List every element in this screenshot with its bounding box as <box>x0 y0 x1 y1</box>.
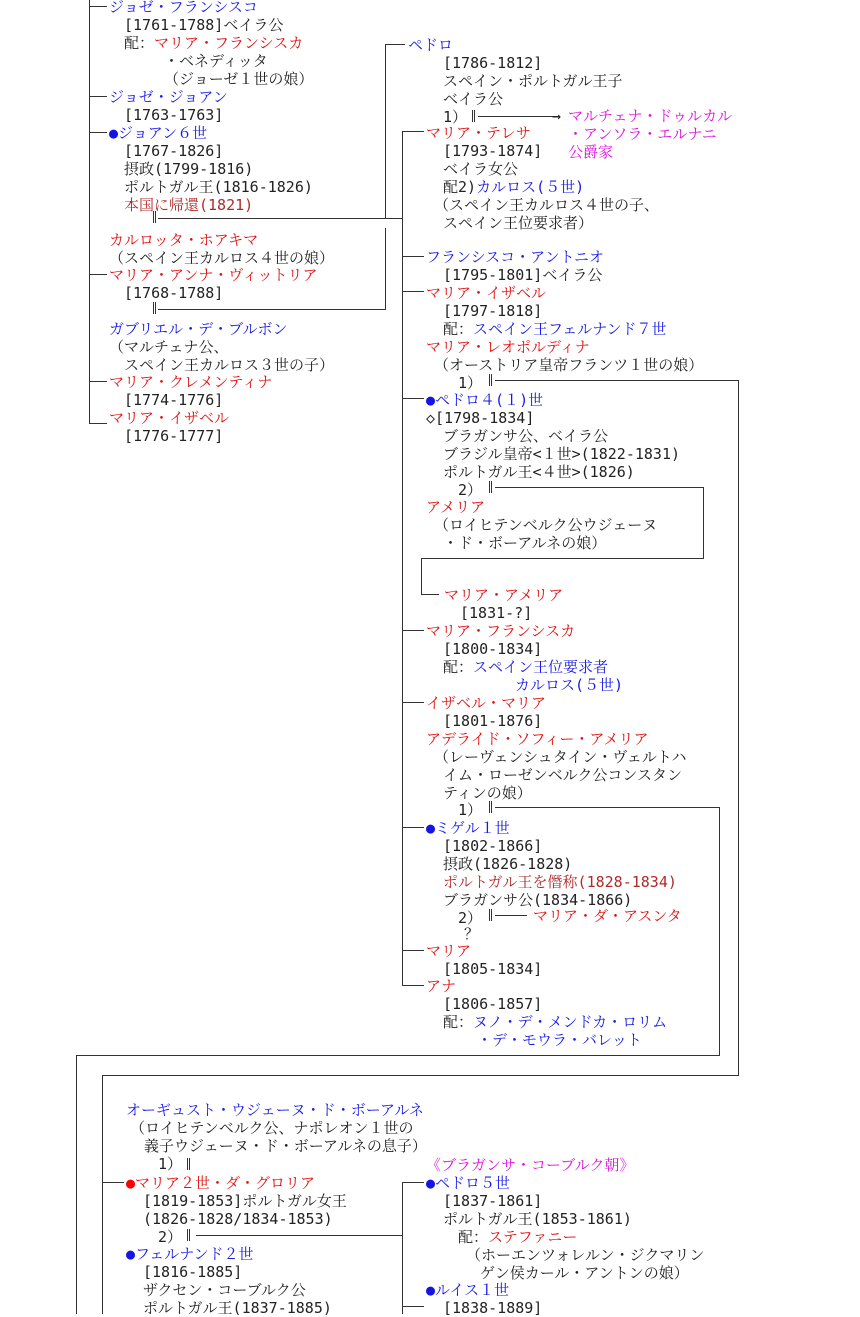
person-maria-isabel-left: マリア・イザベル <box>109 409 230 427</box>
person-leopoldina: マリア・レオポルディナ <box>426 338 590 356</box>
dates-jose-joao: [1763-1763] <box>124 106 224 124</box>
person-miguel1: ●ミゲル１世 <box>426 819 510 837</box>
branch-pedro4 <box>402 398 424 399</box>
role-miguel1-3: ブラガンサ公(1834-1866) <box>443 891 633 909</box>
branch-luis1 <box>402 1306 424 1307</box>
joao6-marriage-line <box>158 218 403 219</box>
leopoldina-marriage-mark <box>489 374 492 386</box>
dates-joao6: [1767-1826] <box>124 142 224 160</box>
person-gabriel: ガブリエル・デ・ブルボン <box>109 320 288 338</box>
note-carlota: （スペイン王カルロス４世の娘） <box>109 249 335 267</box>
amelia-box-right <box>703 487 704 558</box>
marriage-auguste: 1） <box>158 1155 183 1173</box>
reign-maria2: (1826-1828/1834-1853) <box>143 1210 333 1228</box>
dates-luis1: [1838-1889] <box>443 1299 543 1317</box>
maria2-children-trunk <box>402 1182 403 1314</box>
dates-ana: [1806-1857] <box>443 995 543 1013</box>
person-isabel-maria: イザベル・マリア <box>426 694 547 712</box>
dates-maria-amelia: [1831-?] <box>460 604 533 622</box>
spouse-row-maria-teresa: 配2)カルロス(５世) <box>443 178 585 196</box>
spouse-row-jose-francisco <box>124 34 303 52</box>
spouse-row-ana: 配：ヌノ・デ・メンドカ・ロリム <box>443 1013 668 1031</box>
spouse-name: マリア・フランシスカ <box>154 34 304 52</box>
person-pedro5: ●ペドロ５世 <box>426 1174 511 1192</box>
person-jose-francisco: ジョゼ・フランシスコ <box>109 0 258 16</box>
spouse-ana-2: ・デ・モウラ・バレット <box>477 1031 642 1049</box>
role-pedro4-3: ポルトガル王<４世>(1826) <box>443 463 635 481</box>
unknown-spouse: ？ <box>464 925 480 943</box>
maria-anna-child-line <box>385 228 386 309</box>
note-amelia-2: ・ド・ボーアルネの娘） <box>443 534 607 552</box>
marriage-pedro: 1） <box>443 108 468 126</box>
person-maria-teresa: マリア・テレサ <box>426 124 531 142</box>
left-trunk-line <box>89 0 90 423</box>
diamond-icon: ◇ <box>426 409 436 427</box>
maria2-marriage-line <box>196 1235 402 1236</box>
branch-jose-francisco <box>89 6 107 7</box>
adelaide-marriage-line <box>495 807 719 808</box>
note-auguste-1: （ロイヒテンベルク公、ナポレオン１世の <box>130 1119 414 1137</box>
pedro-descendants-2: ・アンソラ・エルナニ <box>568 125 717 143</box>
person-fernando2: ●フェルナンド２世 <box>126 1245 254 1263</box>
dates-pedro4: ◇[1798-1834] <box>426 409 535 427</box>
branch-miguel1 <box>402 827 424 828</box>
note-adelaide-2: イム・ローゼンベルク公コンスタン <box>443 766 682 784</box>
dates-isabel-maria: [1801-1876] <box>443 712 543 730</box>
person-maria-clementina: マリア・クレメンティナ <box>109 373 273 391</box>
adelaide-child-line <box>719 807 720 1055</box>
maria2-marriage-mark <box>187 1229 190 1241</box>
adelaide-descent <box>76 1055 77 1314</box>
note-auguste-2: 義子ウジェーヌ・ド・ボーアルネの息子） <box>144 1137 427 1155</box>
role-joao6-regent: 摂政(1799-1816) <box>124 160 254 178</box>
miguel-marriage-mark <box>489 909 492 921</box>
spouse-maria-francisca-2: カルロス(５世) <box>515 676 624 694</box>
marriage-maria2: 2） <box>158 1228 183 1246</box>
note-pedro5-2: ゲン侯カール・アントンの娘） <box>480 1264 689 1282</box>
branch-isabel-maria <box>402 702 424 703</box>
pedro-child-arrow <box>478 116 560 117</box>
person-maria-amelia: マリア・アメリア <box>444 586 564 604</box>
role-miguel1-1: 摂政(1826-1828) <box>443 855 573 873</box>
role-pedro5: ポルトガル王(1853-1861) <box>443 1210 632 1228</box>
role-maria-teresa: ベイラ女公 <box>443 160 519 178</box>
note-amelia-1: （ロイヒテンベルク公ウジェーヌ <box>434 516 658 534</box>
pedro-branch-top <box>385 44 405 45</box>
dates-maria-teresa: [1793-1874] <box>443 142 543 160</box>
pedro-branch-line <box>385 44 386 218</box>
person-pedro4: ●ペドロ４(１)世 <box>426 391 544 409</box>
adelaide-connector <box>76 1055 720 1056</box>
branch-maria <box>402 950 424 951</box>
spouse-row-pedro5: 配：ステファニー <box>458 1228 578 1246</box>
marriage-leopoldina: 1） <box>458 374 483 392</box>
dates-maria-clementina: [1774-1776] <box>124 391 224 409</box>
role-fernando2-1: ザクセン・コーブルク公 <box>143 1281 306 1299</box>
person-francisco-antonio: フランシスコ・アントニオ <box>426 248 604 266</box>
arrow-icon: → <box>552 107 562 125</box>
maria2-descent <box>102 1075 103 1314</box>
person-joao6: ●ジョアン６世 <box>109 124 208 142</box>
branch-maria-teresa <box>402 131 424 132</box>
person-auguste: オーギュスト・ウジェーヌ・ド・ボーアルネ <box>126 1101 424 1119</box>
person-ana: アナ <box>426 977 457 995</box>
leopoldina-marriage-line <box>495 380 738 381</box>
branch-maria-isabel <box>402 291 424 292</box>
person-maria-francisca: マリア・フランシスカ <box>426 622 576 640</box>
note-gabriel-1: （マルチェナ公、 <box>109 338 229 356</box>
monarch-dot-icon: ● <box>426 1281 436 1299</box>
role-miguel1-2: ポルトガル王を僭称(1828-1834) <box>443 873 677 891</box>
branch-maria-isabel-left <box>89 423 107 424</box>
role-pedro4-2: ブラジル皇帝<１世>(1822-1831) <box>443 445 681 463</box>
marriage-adelaide: 1） <box>458 801 483 819</box>
spouse-row-maria-francisca: 配：スペイン王位要求者 <box>443 658 609 676</box>
branch-francisco-antonio <box>402 256 424 257</box>
monarch-dot-icon: ● <box>426 391 436 409</box>
dates-miguel1: [1802-1866] <box>443 837 543 855</box>
person-maria: マリア <box>426 942 472 960</box>
branch-jose-joao <box>89 96 107 97</box>
person-carlota: カルロッタ・ホアキマ <box>109 231 259 249</box>
role-fernando2-2: ポルトガル王(1837-1885) <box>143 1299 332 1317</box>
dates-maria-isabel: [1797-1818] <box>443 302 543 320</box>
monarch-dot-icon: ● <box>109 124 119 142</box>
note-maria-teresa-2: スペイン王位要求者） <box>443 214 594 232</box>
dates-maria2: [1819-1853]ポルトガル女王 <box>143 1192 347 1210</box>
monarch-dot-icon: ● <box>426 819 436 837</box>
note-pedro5-1: （ホーエンツォレルン・ジクマリン <box>466 1246 705 1264</box>
children-trunk-line <box>402 131 403 985</box>
pedro-descendants-1: マルチェナ・ドゥルカル <box>568 107 733 125</box>
role-pedro-2: ベイラ公 <box>443 90 504 108</box>
spouse-name-cont: ・ベネディッタ <box>164 52 268 70</box>
miguel-child-line <box>495 915 527 916</box>
dates-jose-francisco: [1761-1788]ベイラ公 <box>124 16 284 34</box>
branch-maria-francisca <box>402 630 424 631</box>
dates-pedro5: [1837-1861] <box>443 1192 543 1210</box>
amelia-marriage-line <box>495 487 703 488</box>
auguste-marriage-mark <box>187 1158 190 1170</box>
leopoldina-child-line <box>738 380 739 1075</box>
pedro-marriage-mark <box>472 110 475 122</box>
dates-fernando2: [1816-1885] <box>143 1263 243 1281</box>
monarch-dot-icon: ● <box>126 1245 136 1263</box>
marriage-miguel1: 2） <box>458 909 483 927</box>
role-pedro4-1: ブラガンサ公、ベイラ公 <box>443 427 609 445</box>
maria-anna-marriage-mark <box>153 302 156 314</box>
person-adelaide: アデライド・ソフィー・アメリア <box>426 730 649 748</box>
dates-maria-francisca: [1800-1834] <box>443 640 543 658</box>
person-maria-da-assuncao: マリア・ダ・アスンタ <box>533 907 682 925</box>
note-adelaide-3: ティンの娘） <box>443 784 532 802</box>
branch-maria2 <box>102 1182 124 1183</box>
note-gabriel-2: スペイン王カルロス３世の子） <box>124 356 335 374</box>
amelia-marriage-mark <box>489 481 492 493</box>
dynasty-label: 《ブラガンサ・コーブルク朝》 <box>426 1156 635 1174</box>
role-joao6-return: 本国に帰還(1821) <box>124 196 254 214</box>
branch-pedro5 <box>402 1182 424 1183</box>
dates-maria: [1805-1834] <box>443 960 543 978</box>
maria2-connector <box>102 1075 739 1076</box>
branch-joao6 <box>89 132 107 133</box>
branch-maria-anna <box>89 274 107 275</box>
person-maria2: ●マリア２世・ダ・グロリア <box>126 1174 316 1192</box>
monarch-dot-icon: ● <box>126 1174 136 1192</box>
person-pedro: ペドロ <box>408 36 454 54</box>
note-maria-teresa-1: （スペイン王カルロス４世の子、 <box>434 196 660 214</box>
marriage-pedro4: 2） <box>458 481 483 499</box>
person-luis1: ●ルイス１世 <box>426 1281 510 1299</box>
dates-maria-isabel-left: [1776-1777] <box>124 427 224 445</box>
dates-francisco-antonio: [1795-1801]ベイラ公 <box>443 266 603 284</box>
maria-anna-marriage-line <box>158 309 386 310</box>
spouse-row-maria-isabel: 配：スペイン王フェルナンド７世 <box>443 320 667 338</box>
branch-maria-clementina <box>89 381 107 382</box>
dates-pedro: [1786-1812] <box>443 54 543 72</box>
branch-ana <box>402 985 424 986</box>
person-maria-anna: マリア・アンナ・ヴィットリア <box>109 266 318 284</box>
person-jose-joao: ジョゼ・ジョアン <box>109 88 228 106</box>
branch-maria-amelia <box>421 594 439 595</box>
role-pedro-1: スペイン・ポルトガル王子 <box>443 72 623 90</box>
pedro-descendants-3: 公爵家 <box>568 143 614 161</box>
spouse-note: （ジョーゼ１世の娘） <box>164 70 314 88</box>
person-maria-isabel: マリア・イザベル <box>426 284 547 302</box>
note-leopoldina: （オーストリア皇帝フランツ１世の娘） <box>434 356 704 374</box>
adelaide-marriage-mark <box>489 801 492 813</box>
note-adelaide-1: （レーヴェンシュタイン・ヴェルトハ <box>434 748 687 766</box>
amelia-box-bottom <box>421 558 704 559</box>
dates-maria-anna: [1768-1788] <box>124 284 224 302</box>
spouse-label: 配： <box>124 34 155 52</box>
role-joao6-king: ポルトガル王(1816-1826) <box>124 178 313 196</box>
person-amelia: アメリア <box>426 498 486 516</box>
amelia-box-left <box>421 558 422 594</box>
monarch-dot-icon: ● <box>426 1174 436 1192</box>
